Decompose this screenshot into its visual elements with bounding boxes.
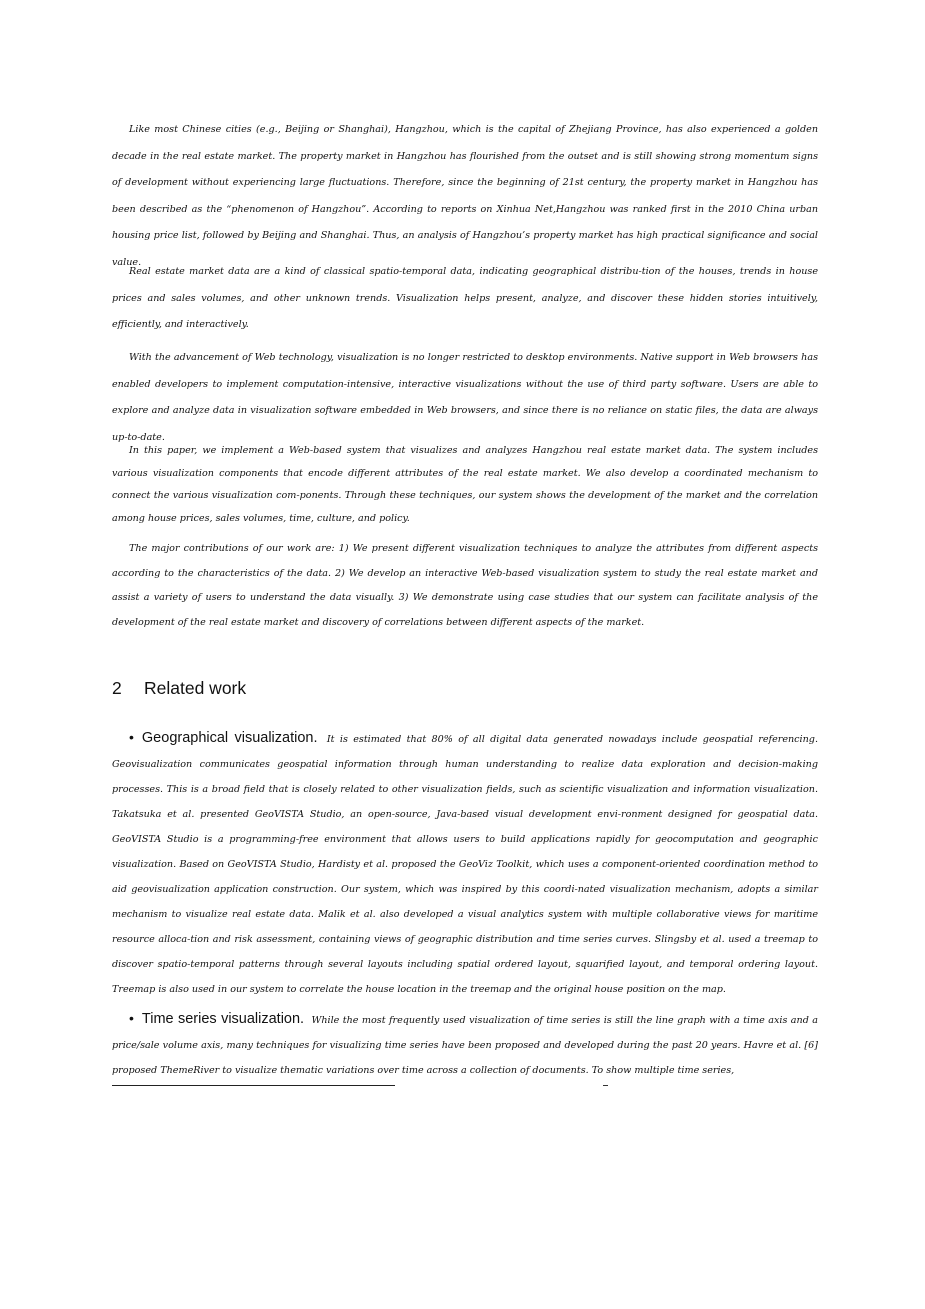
footnote-separator (112, 1085, 395, 1086)
section-number: 2 (112, 678, 122, 698)
bullet-title: Time series visualization. (141, 1011, 305, 1027)
bullet-text: It is estimated that 80% of all digital data generated nowadays include geospatial referencing. Geovisualization communicates geospatial information through human understanding to realize data exploration and decision-making processes. This is a broad field that is closely related to other visualization fields, such as scientific visualization and information visualization. Takatsuka et al. presented GeoVISTA Studio, an open-source, Java-based visual development envi-ronment designed for geospatial data. GeoVISTA Studio is a programming-free environment that allows users to build applications rapidly for geocomputation and geographic visualization. Based on GeoVISTA Studio, Hardisty et al. proposed the GeoViz Toolkit, which uses a component-oriented coordination method to aid geovisualization application construction. Our system, which was inspired by this coordi-nated visualization mechanism, adopts a similar mechanism to visualize real estate data. Malik et al. also developed a visual analytics system with multiple collaborative views for maritime resource alloca-tion and risk assessment, containing views of geographic distribution and time series curves. Slingsby et al. used a treemap to discover spatio-temporal patterns through several layouts including spatial ordered layout, squarified layout, and temporal ordering layout. Treemap is also used in our system to correlate the house location in the treemap and the original house position on the map. (112, 734, 818, 995)
bullet-marker: • (129, 729, 134, 745)
paragraph-this-paper: In this paper, we implement a Web-based system that visualizes and analyzes Hangzhou real estate market data. The system includes various visualization components that encode different attributes of the real estate market. We also develop a coordinated mechanism to connect the various visualization com-ponents. Through these techniques, our system shows the development of the market and the correlation among house prices, sales volumes, time, culture, and policy. (112, 445, 818, 524)
page-footer-mark (603, 1085, 608, 1086)
section-heading (112, 676, 246, 700)
paragraph-web-technology: With the advancement of Web technology, visualization is no longer restricted to desktop environments. Native support in Web browsers has enabled developers to implement computation-intensive, interactive visualizations without the use of third party software. Users are able to explore and analyze data in visualization software embedded in Web browsers, and since there is no reliance on static files, the data are always up-to-date. (112, 352, 818, 443)
paragraph-spatio-temporal: Real estate market data are a kind of classical spatio-temporal data, indicating geographical distribu-tion of the houses, trends in house prices and sales volumes, and other unknown trends. Visualization helps present, analyze, and discover these hidden stories intuitively, efficiently, and interactively. (112, 266, 818, 330)
paragraph-hangzhou-intro: Like most Chinese cities (e.g., Beijing or Shanghai), Hangzhou, which is the capital of Zhejiang Province, has also experienced a golden decade in the real estate market. The property market in Hangzhou has flourished from the outset and is still showing strong momentum signs of development without experiencing large fluctuations. Therefore, since the beginning of 21st century, the property market in Hangzhou has been described as the “phenomenon of Hangzhou”. According to reports on Xinhua Net,Hangzhou was ranked first in the 2010 China urban housing price list, followed by Beijing and Shanghai. Thus, an analysis of Hangzhou’s property market has high practical significance and social value. (112, 124, 818, 268)
bullet-marker: • (129, 1010, 134, 1026)
paragraph-contributions: The major contributions of our work are: 1) We present different visualization techniques to analyze the attributes from different aspects according to the characteristics of the data. 2) We develop an interactive Web-based visualization system to study the real estate market and assist a variety of users to understand the data visually. 3) We demonstrate using case studies that our system can facilitate analysis of the development of the real estate market and discovery of correlations between different aspects of the market. (112, 543, 818, 628)
bullet-title: Geographical visualization. (141, 730, 318, 746)
section-title: Related work (144, 678, 247, 698)
bullet-time-series-visualization (112, 1006, 818, 1083)
bullet-text: While the most frequently used visualization of time series is still the line graph with a time axis and a price/sale volume axis, many techniques for visualizing time series have been proposed and developed during the past 20 years. Havre et al. [6] proposed ThemeRiver to visualize thematic variations over time across a collection of documents. To show multiple time series, (112, 1015, 818, 1076)
bullet-geographical-visualization (112, 725, 818, 1002)
